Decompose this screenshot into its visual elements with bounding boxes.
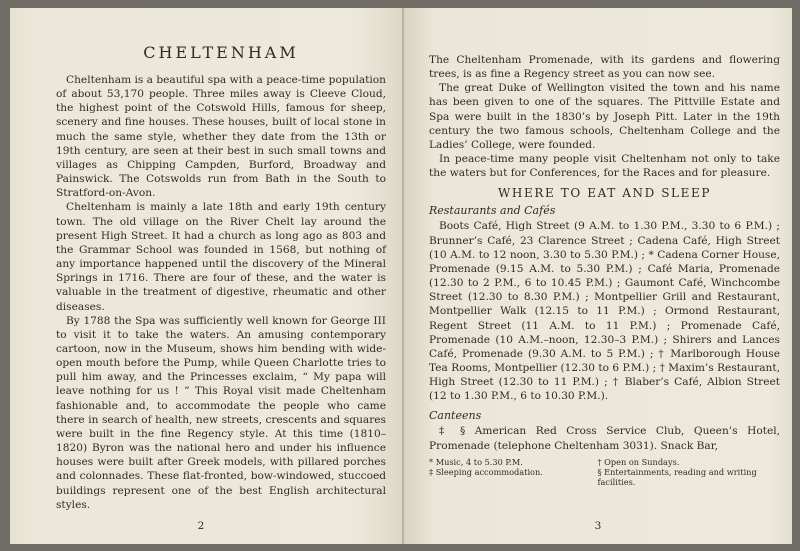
footnote-entertainments: § Entertainments, reading and writing facilities.: [597, 466, 757, 487]
canteens-heading: Canteens: [429, 409, 482, 423]
page-number-left: 2: [197, 520, 205, 532]
left-page: [10, 8, 404, 544]
page-number-right: 3: [594, 520, 602, 532]
history-paragraph: Cheltenham is mainly a late 18th and early 19th century town. The old village on the River Chelt lay around the present High Street. It had a church as long ago as 803 and the Grammar School was founded in 1568, but nothing of any importance happened until the discovery of the Mineral Springs in 1716. There are four of these, and the water is valuable in the treatment of digestive, rheumatic and other diseases.: [56, 201, 386, 313]
promenade-paragraph: The Cheltenham Promenade, with its gardens and flowering trees, is as fine a Regency street as you can now see.: [429, 54, 780, 81]
section-title: WHERE TO EAT AND SLEEP: [498, 186, 711, 201]
visitors-paragraph: In peace-time many people visit Cheltenham not only to take the waters but for Conferences, for the Races and for pleasure.: [429, 153, 780, 180]
right-page: [404, 8, 792, 544]
restaurants-heading: Restaurants and Cafés: [429, 204, 556, 218]
footnotes: [429, 457, 780, 487]
restaurants-list: Boots Café, High Street (9 A.M. to 1.30 P.M., 3.30 to 6 P.M.) ; Brunner’s Café, 23 Clarence Street ; Cadena Café, High Street (10 A.M. to 12 noon, 3.30 to 5.30 P.M.) ; * Cadena Corner House, Promenade (9.15 A.M. to 5.30 P.M.) ; Café Maria, Promenade (12.30 to 2 P.M., 6 to 10.45 P.M.) ; Gaumont Café, Winchcombe Street (12.30 to 8.30 P.M.) ; Montpellier Grill and Restaurant, Montpellier Walk (12.15 to 11 P.M.) ; Ormond Restaurant, Regent Street (11 A.M. to 11 P.M.) ; Promenade Café, Promenade (10 A.M.–noon, 12.30–3 P.M.) ; Shirers and Lances Café, Promenade (9.30 A.M. to 5 P.M.) ; † Marlborough House Tea Rooms, Montpellier (12.30 to 6 P.M.) ; † Maxim’s Restaurant, High Street (12.30 to 11 P.M.) ; † Blaber’s Café, Albion Street (12 to 1.30 P.M., 6 to 10.30 P.M.).: [429, 220, 780, 403]
regency-paragraph: By 1788 the Spa was sufficiently well known for George III to visit it to take the waters. An amusing contemporary cartoon, now in the Museum, shows him bending with wide-open mouth before the Pump, while Queen Charlotte tries to pull him away, and the Princesses exclaim, “ My papa will leave nothing for us ! ” This Royal visit made Cheltenham fashionable and, to accommodate the people who came there in search of health, new streets, crescents and squares were built in the fine Regency style. At this time (1810–1820) Byron was the national hero and under his influence houses were built after Greek models, with pillared porches and colonnades. These flat-fronted, bow-windowed, stuccoed buildings represent one of the best English architectural styles.: [56, 314, 386, 511]
intro-paragraph: Cheltenham is a beautiful spa with a peace-time population of about 53,170 people. Three miles away is Cleeve Cloud, the highest point of the Cotswold Hills, famous for sheep, scenery and fine houses. These houses, built of local stone in much the same style, whether they date from the 13th or 19th century, are seen at their best in such small towns and villages as Chipping Campden, Burford, Broadway and Painswick. The Cotswolds run from Bath in the South to Stratford-on-Avon.: [56, 74, 386, 200]
wellington-paragraph: The great Duke of Wellington visited the town and his name has been given to one of the squares. The Pittville Estate and Spa were built in the 1830’s by Joseph Pitt. Later in the 19th century the two famous schools, Cheltenham College and the Ladies’ College, were founded.: [429, 82, 780, 151]
footnote-sleeping: ‡ Sleeping accommodation.: [429, 466, 543, 477]
footnote-music: * Music, 4 to 5.30 P.M.: [429, 456, 523, 467]
page-title: CHELTENHAM: [143, 43, 299, 62]
book-spread: [10, 8, 792, 548]
canteens-list: ‡ § American Red Cross Service Club, Queen’s Hotel, Promenade (telephone Cheltenham 3031). Snack Bar,: [429, 425, 780, 452]
footnote-sunday: † Open on Sundays.: [597, 456, 680, 467]
